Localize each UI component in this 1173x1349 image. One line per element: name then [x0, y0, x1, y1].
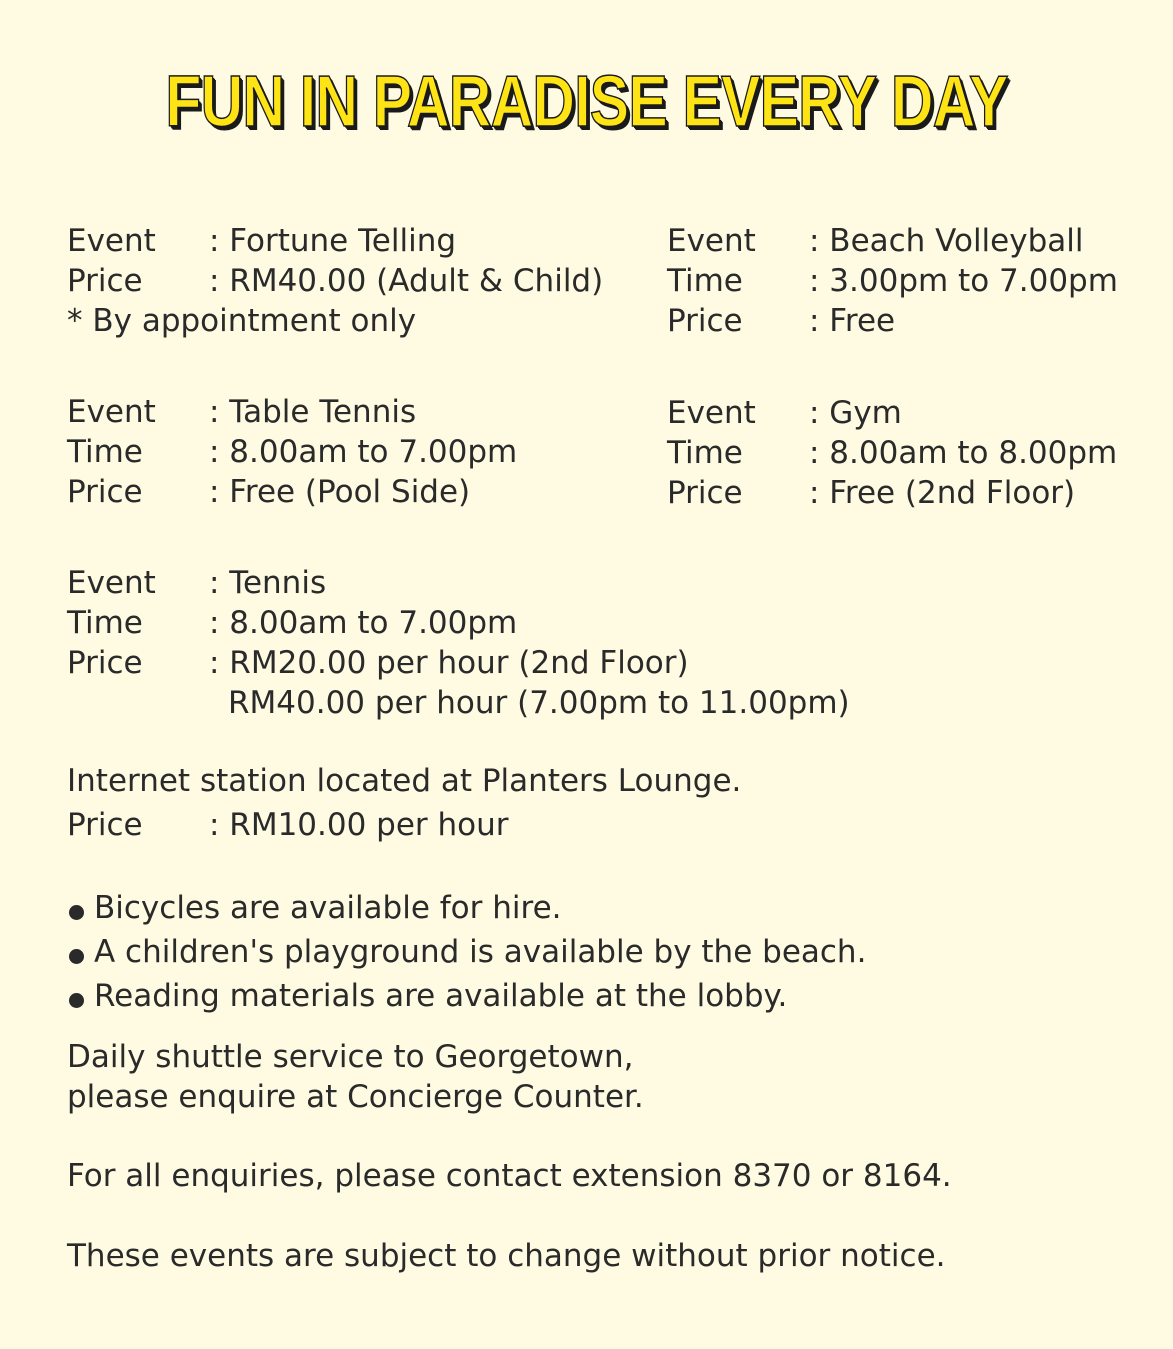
price-value: : Free (Pool Side): [209, 474, 471, 510]
price-label: Price: [667, 303, 743, 339]
price-row: [67, 261, 603, 301]
enquiries-text: For all enquiries, please contact extension 8370 or 8164.: [67, 1158, 952, 1194]
event-row: [67, 221, 603, 261]
list-item-text: A children's playground is available by the beach.: [94, 934, 867, 970]
event-table-tennis: [67, 392, 517, 512]
time-label: Time: [667, 263, 743, 299]
time-value: : 3.00pm to 7.00pm: [809, 263, 1118, 299]
page-title: FUN IN PARADISE EVERY DAY: [165, 62, 1008, 142]
price-label: Price: [67, 807, 143, 843]
bullet-icon: [69, 905, 84, 920]
list-item: [67, 974, 866, 1018]
price-label: Price: [67, 645, 143, 681]
event-gym: [667, 393, 1117, 513]
event-beach-volleyball: [667, 221, 1118, 341]
time-label: Time: [67, 434, 143, 470]
price-row: [667, 473, 1117, 513]
price-row: [67, 472, 517, 512]
list-item-text: Bicycles are available for hire.: [94, 890, 562, 926]
event-name: : Fortune Telling: [209, 223, 457, 259]
event-label: Event: [667, 395, 756, 431]
event-label: Event: [67, 223, 156, 259]
list-item-text: Reading materials are available at the lobby.: [94, 978, 788, 1014]
price-value: : RM10.00 per hour: [209, 807, 509, 843]
event-name: : Gym: [809, 395, 902, 431]
shuttle-line-1: Daily shuttle service to Georgetown,: [67, 1039, 634, 1075]
price-value: : RM20.00 per hour (2nd Floor): [209, 645, 689, 681]
price-extra: RM40.00 per hour (7.00pm to 11.00pm): [228, 685, 850, 721]
price-label: Price: [67, 474, 143, 510]
price-value: : Free (2nd Floor): [809, 475, 1076, 511]
event-row: [667, 393, 1117, 433]
event-name: : Beach Volleyball: [809, 223, 1084, 259]
time-row: [667, 261, 1118, 301]
event-row: [67, 563, 850, 603]
event-label: Event: [67, 565, 156, 601]
time-value: : 8.00am to 8.00pm: [809, 435, 1118, 471]
price-row: [67, 805, 741, 845]
list-item: [67, 930, 866, 974]
time-value: : 8.00am to 7.00pm: [209, 434, 518, 470]
event-label: Event: [67, 394, 156, 430]
bullet-icon: [69, 993, 84, 1008]
price-value: : RM40.00 (Adult & Child): [209, 263, 604, 299]
internet-section: [67, 761, 741, 845]
price-value: : Free: [809, 303, 896, 339]
price-label: Price: [67, 263, 143, 299]
event-name: : Tennis: [209, 565, 327, 601]
event-row: [67, 392, 517, 432]
amenities-list: [67, 886, 866, 1018]
time-row: [67, 603, 850, 643]
event-fortune-telling: [67, 221, 603, 341]
price-row: [67, 643, 850, 683]
event-row: [667, 221, 1118, 261]
shuttle-line-2: please enquire at Concierge Counter.: [67, 1079, 644, 1115]
price-label: Price: [667, 475, 743, 511]
time-value: : 8.00am to 7.00pm: [209, 605, 518, 641]
internet-heading: Internet station located at Planters Lounge.: [67, 763, 742, 799]
disclaimer-text: These events are subject to change without prior notice.: [67, 1238, 946, 1274]
list-item: [67, 886, 866, 930]
time-row: [667, 433, 1117, 473]
event-tennis: [67, 563, 850, 723]
time-label: Time: [667, 435, 743, 471]
price-row: [667, 301, 1118, 341]
time-label: Time: [67, 605, 143, 641]
shuttle-info: [67, 1037, 644, 1117]
event-label: Event: [667, 223, 756, 259]
appointment-note: * By appointment only: [67, 303, 417, 339]
time-row: [67, 432, 517, 472]
bullet-icon: [69, 949, 84, 964]
event-name: : Table Tennis: [209, 394, 417, 430]
